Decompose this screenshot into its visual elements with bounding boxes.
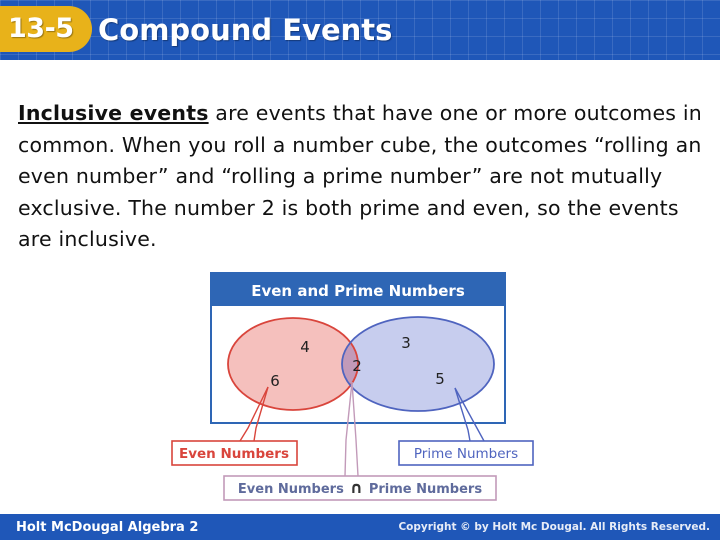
even-only-value: 4	[300, 338, 310, 356]
prime-only-value: 5	[435, 370, 445, 388]
even-numbers-label: Even Numbers	[179, 446, 289, 462]
defined-term: Inclusive events	[18, 101, 209, 125]
definition-text: are events that have one or more outcomes in common. When you roll a number cube, the outcomes “rolling an even number” and “rolling a prime number” are not mutually exclusive. The number 2 is both prime and even, so the events are inclusive.	[18, 101, 702, 251]
prime-numbers-label: Prime Numbers	[413, 446, 519, 462]
intersection-value: 2	[352, 357, 362, 375]
lesson-number: 13-5	[8, 13, 74, 44]
prime-only-value: 3	[401, 334, 411, 352]
slide-footer	[0, 514, 720, 540]
intersection-symbol: ∩	[349, 478, 363, 497]
intersection-label-right: Prime Numbers	[368, 482, 483, 497]
textbook-name: Holt McDougal Algebra 2	[16, 520, 199, 535]
even-only-value: 6	[270, 372, 280, 390]
copyright-notice: Copyright © by Holt Mc Dougal. All Rights Reserved.	[398, 521, 710, 533]
diagram-title: Even and Prime Numbers	[251, 282, 465, 300]
intersection-label-left: Even Numbers	[237, 482, 344, 497]
lesson-title: Compound Events	[98, 13, 393, 47]
